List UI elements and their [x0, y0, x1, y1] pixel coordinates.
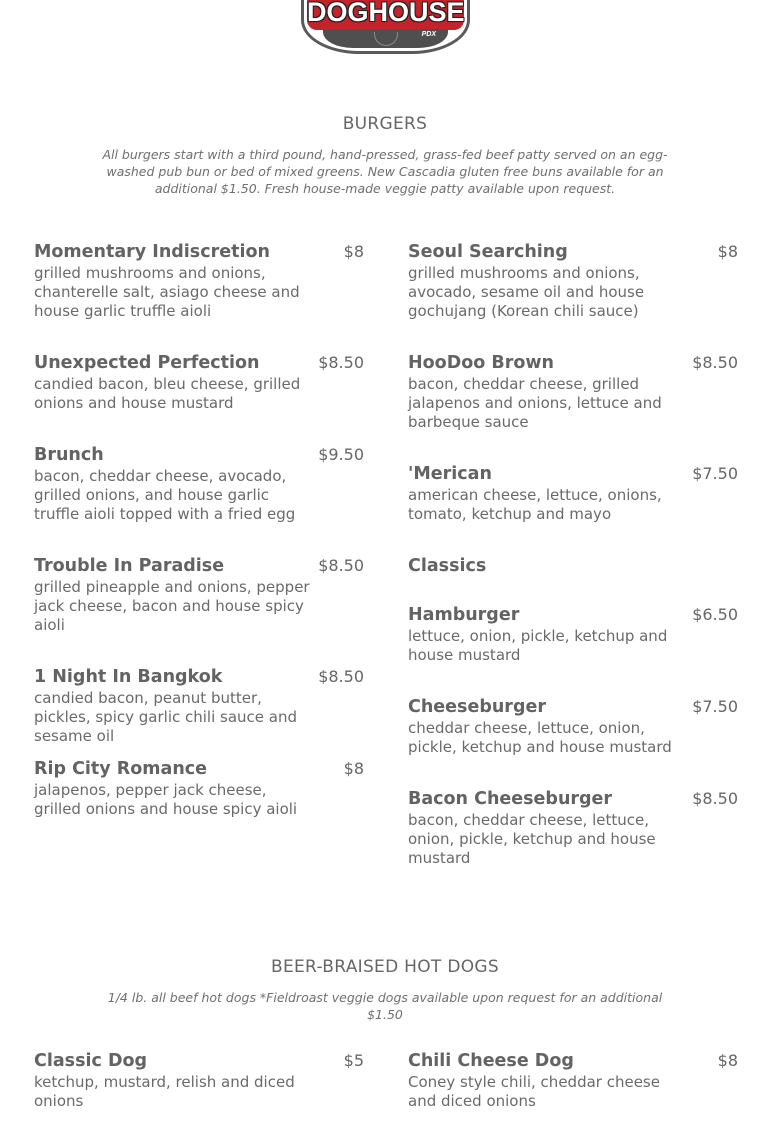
menu-item [34, 241, 364, 321]
burgers-section-title: BURGERS [342, 114, 428, 134]
menu-item-description: grilled mushrooms and onions, avocado, sesame oil and house gochujang (Korean chili sauce) [408, 264, 645, 320]
menu-item-description: bacon, cheddar cheese, lettuce, onion, pickle, ketchup and house mustard [408, 811, 656, 867]
menu-item-price: $8 [717, 242, 738, 261]
menu-item-description: cheddar cheese, lettuce, onion, pickle, ketchup and house mustard [408, 719, 672, 756]
menu-item-name: 1 Night In Bangkok [34, 667, 223, 687]
menu-item [34, 555, 364, 635]
menu-item-name: Seoul Searching [408, 242, 568, 262]
menu-item-description: Coney style chili, cheddar cheese and diced onions [408, 1073, 660, 1110]
menu-item-description: grilled pineapple and onions, pepper jack cheese, bacon and house spicy aioli [34, 578, 310, 634]
menu-item-name: 'Merican [408, 464, 492, 484]
menu-item-price: $8 [343, 242, 364, 261]
menu-item-price: $6.50 [692, 605, 738, 624]
menu-item [408, 696, 738, 757]
menu-item [408, 604, 738, 665]
classics-category-label: Classics [408, 556, 487, 576]
menu-item-description: ketchup, mustard, relish and diced onions [34, 1073, 295, 1110]
menu-item-name: Bacon Cheeseburger [408, 789, 613, 809]
menu-item-name: Rip City Romance [34, 759, 208, 779]
hotdogs-section-title: BEER-BRAISED HOT DOGS [271, 957, 499, 977]
menu-item-price: $8.50 [318, 353, 364, 372]
menu-item-name: Chili Cheese Dog [408, 1051, 574, 1071]
logo-wordmark: DOGHOUSE [307, 0, 465, 27]
doghouse-logo[interactable] [301, 0, 470, 54]
menu-item [408, 241, 738, 321]
menu-item-price: $8 [343, 759, 364, 778]
menu-item-price: $8 [717, 1051, 738, 1070]
menu-item [34, 666, 364, 746]
menu-item-price: $8.50 [692, 789, 738, 808]
menu-item-name: Unexpected Perfection [34, 353, 260, 373]
menu-item-price: $9.50 [318, 445, 364, 464]
menu-item-description: bacon, cheddar cheese, avocado, grilled onions, and house garlic truffle aioli topped with a fried egg [34, 467, 296, 523]
menu-item [34, 444, 364, 524]
menu-item-name: Cheeseburger [408, 697, 546, 717]
hotdogs-section-description: 1/4 lb. all beef hot dogs *Fieldroast veggie dogs available upon request for an additional $1.50 [107, 990, 663, 1022]
menu-item [34, 352, 364, 413]
logo-city: PDX [421, 31, 436, 38]
menu-item-price: $8.50 [318, 556, 364, 575]
menu-item-description: american cheese, lettuce, onions, tomato, ketchup and mayo [408, 486, 662, 523]
menu-item-price: $8.50 [318, 667, 364, 686]
menu-item [408, 1050, 738, 1111]
menu-item [408, 352, 738, 432]
menu-item-description: candied bacon, bleu cheese, grilled onions and house mustard [34, 375, 301, 412]
menu-item-description: grilled mushrooms and onions, chanterelle salt, asiago cheese and house garlic truffle aioli [34, 264, 300, 320]
menu-item-name: HooDoo Brown [408, 353, 554, 373]
menu-item-name: Momentary Indiscretion [34, 242, 270, 262]
burgers-section-description: All burgers start with a third pound, hand-pressed, grass-fed beef patty served on an egg-washed pub bun or bed of mixed greens. New Cascadia gluten free buns available for an additional $1.50. Fresh house-made veggie patty available upon request. [102, 147, 668, 196]
menu-item-description: candied bacon, peanut butter, pickles, spicy garlic chili sauce and sesame oil [34, 689, 297, 745]
menu-item-price: $7.50 [692, 464, 738, 483]
menu-item-description: jalapenos, pepper jack cheese, grilled onions and house spicy aioli [34, 781, 298, 818]
menu-item [408, 788, 738, 868]
menu-item-name: Brunch [34, 445, 104, 465]
menu-item-price: $5 [343, 1051, 364, 1070]
menu-item-name: Trouble In Paradise [34, 556, 225, 576]
menu-item [408, 463, 738, 524]
menu-item [34, 758, 364, 819]
menu-item-description: bacon, cheddar cheese, grilled jalapenos and onions, lettuce and barbeque sauce [408, 375, 662, 431]
menu-item-description: lettuce, onion, pickle, ketchup and house mustard [408, 627, 668, 664]
menu-item [34, 1050, 364, 1111]
menu-item-price: $7.50 [692, 697, 738, 716]
menu-item-name: Classic Dog [34, 1051, 148, 1071]
menu-item-price: $8.50 [692, 353, 738, 372]
menu-item-name: Hamburger [408, 605, 520, 625]
